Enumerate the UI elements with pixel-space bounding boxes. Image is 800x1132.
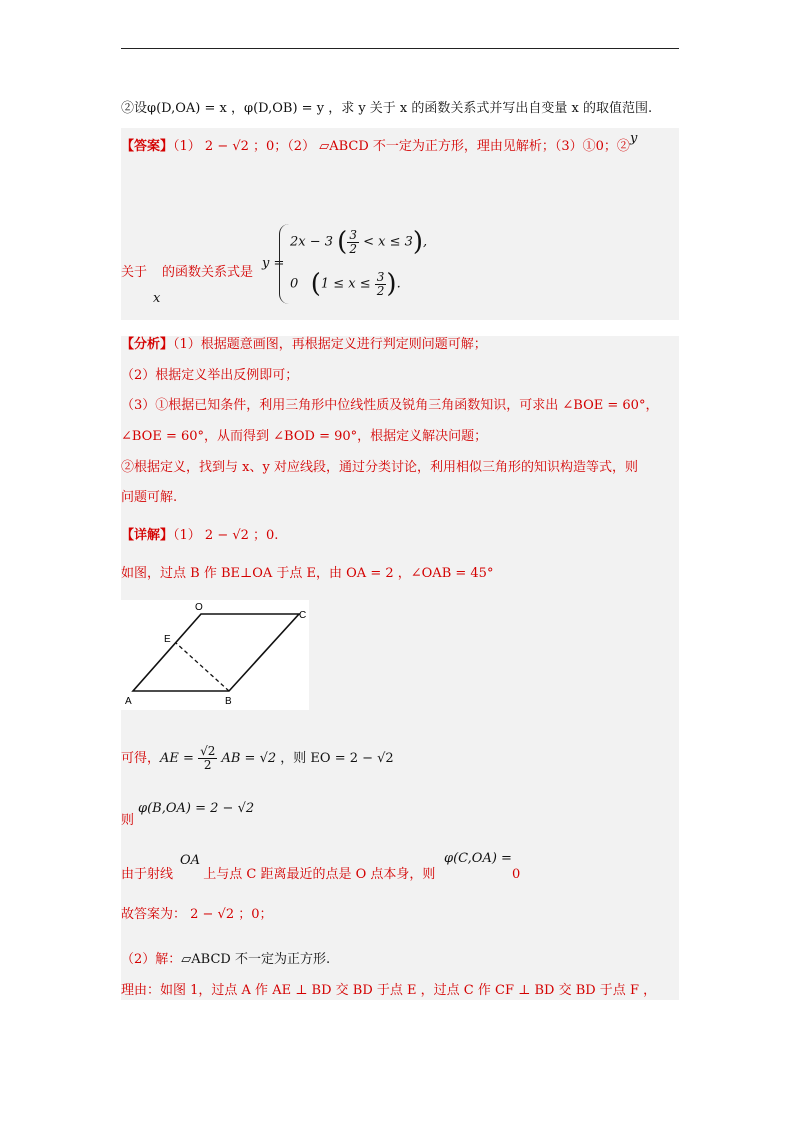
- detail-l3-frac: [198, 745, 217, 772]
- header-rule: [121, 48, 679, 49]
- detail-l4-expr: φ(B,OA) = 2 − √2: [138, 801, 255, 816]
- piece2-cond: 1 ≤ x ≤: [320, 276, 371, 292]
- detail-l5-rest: 上与点 C 距离最近的点是 O 点本身，则: [203, 867, 436, 882]
- label-e: E: [164, 634, 171, 645]
- detail-l3-rest: AB = √2: [221, 751, 277, 766]
- detail-l3-ae: AE =: [160, 751, 194, 766]
- piecewise-row-2: 0 (1 ≤ x ≤ $\frac{3}{2}$ ).: [290, 269, 401, 299]
- answer-x: x: [153, 291, 161, 306]
- piece2-frac: [375, 271, 387, 298]
- detail-l5-text: 由于射线: [121, 867, 174, 882]
- detail-l5-phi: φ(C,OA) =: [444, 851, 512, 866]
- piece2-den: 2: [376, 283, 385, 298]
- piece1-num: 3: [349, 227, 357, 242]
- analysis-line-1: [121, 336, 487, 354]
- label-o: O: [195, 602, 203, 613]
- answer-y-var: y: [262, 256, 270, 271]
- detail-line-6: 故答案为： 2 − √2 ；0；: [121, 907, 273, 922]
- answer-y-eq: y =: [262, 256, 285, 271]
- detail-l3-den: 2: [203, 758, 212, 772]
- piecewise-brace: [279, 224, 290, 304]
- analysis-line-2: （2）根据定义举出反例即可；: [121, 368, 299, 383]
- detail-l4-prefix: 则: [121, 813, 135, 828]
- detail-line-3: [121, 744, 394, 774]
- detail-l3-then: ，则 EO = 2 − √2: [280, 751, 394, 766]
- label-a: A: [125, 696, 132, 707]
- question-line: ②设φ(D,OA) = x ，φ(D,OB) = y ，求 y 关于 x 的函数关系式并写出自变量 x 的取值范围.: [121, 101, 653, 116]
- piece1-expr: 2x − 3: [290, 234, 334, 250]
- detail-l7-b: ▱ABCD 不一定为正方形.: [181, 952, 331, 967]
- detail-l7-a: （2）解：: [121, 952, 182, 967]
- detail-line-1: [121, 527, 278, 545]
- piece1-frac: [347, 229, 359, 256]
- piece2-num: 3: [376, 269, 385, 284]
- piece1-den: 2: [349, 241, 357, 256]
- detail-line-8: 理由：如图 1，过点 A 作 AE ⊥ BD 交 BD 于点 E ，过点 C 作 CF ⊥ BD 交 BD 于点 F ，: [121, 983, 657, 998]
- answer-line: [121, 131, 638, 156]
- analysis-tag: 【分析】: [121, 337, 174, 352]
- detail-l3-prefix: 可得，: [121, 751, 161, 766]
- label-c: C: [299, 610, 307, 621]
- piecewise-row-1: 2x − 3 ( $\frac{3}{2}$ < x ≤ 3),: [290, 227, 428, 257]
- piece1-end: ,: [423, 234, 428, 250]
- label-b: B: [225, 696, 232, 707]
- answer-func-label: 的函数关系式是: [162, 265, 254, 280]
- detail-l5-oa: OA: [180, 853, 201, 868]
- piece2-end: .: [396, 276, 401, 292]
- detail-tag: 【详解】: [121, 528, 174, 543]
- analysis-line-4: ∠BOE = 60°，从而得到 ∠BOD = 90°，根据定义解决问题；: [121, 429, 488, 444]
- piece1-cond: < x ≤ 3: [358, 234, 413, 250]
- analysis-line-6: 问题可解.: [121, 490, 178, 505]
- answer-relation-prefix: 关于: [121, 265, 148, 280]
- answer-y: y: [629, 131, 638, 146]
- detail-line-7: [121, 951, 330, 969]
- detail-l1: （1） 2 − √2 ；0.: [173, 528, 279, 543]
- analysis-line-5: ②根据定义，找到与 x、y 对应线段，通过分类讨论，利用相似三角形的知识构造等式，则: [121, 460, 638, 475]
- detail-line-2: 如图，过点 B 作 BE⊥OA 于点 E，由 OA = 2 ，∠OAB = 45°: [121, 566, 494, 581]
- piece2-expr: 0: [290, 276, 299, 292]
- answer-tag: 【答案】: [121, 139, 174, 154]
- analysis-line-3: （3）①根据已知条件，利用三角形中位线性质及锐角三角函数知识，可求出 ∠BOE = 60°，: [121, 398, 659, 413]
- detail-line-5: [121, 866, 435, 884]
- detail-l3-num: √2: [200, 744, 216, 758]
- analysis-p1: （1）根据题意画图，再根据定义进行判定则问题可解；: [173, 337, 487, 352]
- answer-part1: （1） 2 − √2 ；0；（2） ▱ABCD 不一定为正方形，理由见解析；（3）①0；②: [173, 139, 630, 154]
- parallelogram-figure: [121, 600, 309, 710]
- detail-l5-zero: 0: [512, 867, 521, 882]
